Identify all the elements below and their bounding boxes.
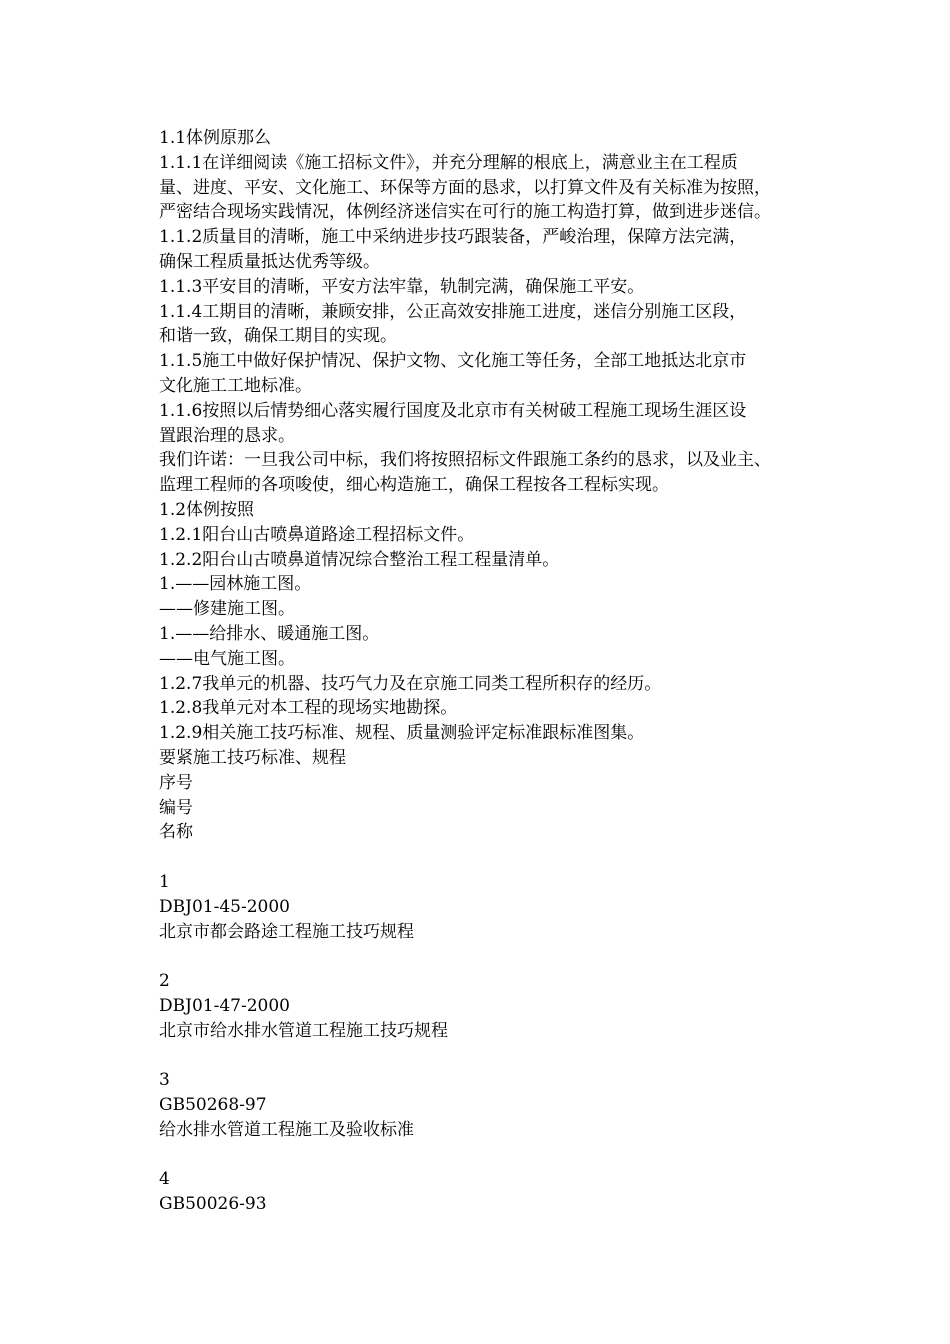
table-row — [159, 870, 859, 944]
paragraph-line: 1.——园林施工图。 — [159, 574, 312, 595]
section-heading: 1.2体例按照 — [159, 499, 255, 520]
paragraph-line: 1.2.7我单元的机器、技巧气力及在京施工同类工程所积存的经历。 — [159, 673, 662, 694]
header-cell-number: 序号 — [159, 772, 193, 793]
row-code: GB50026-93 — [159, 1194, 267, 1215]
header-cell-name: 名称 — [159, 822, 193, 843]
paragraph-line: 确保工程质量抵达优秀等级。 — [159, 251, 380, 272]
row-separator — [159, 845, 859, 870]
paragraph-line: 量、进度、平安、文化施工、环保等方面的恳求，以打算文件及有关标准为按照， — [159, 177, 771, 198]
body-text — [159, 126, 859, 771]
row-name: 北京市给水排水管道工程施工技巧规程 — [159, 1020, 448, 1041]
paragraph-line: 1.1.6按照以后情势细心落实履行国度及北京市有关树破工程施工现场生涯区设 — [159, 400, 747, 421]
row-name: 给水排水管道工程施工及验收标准 — [159, 1119, 414, 1140]
table-row — [159, 1068, 859, 1142]
document-page — [159, 126, 859, 1217]
row-code: DBJ01-47-2000 — [159, 995, 290, 1016]
paragraph-line: 1.1.4工期目的清晰，兼顾安排，公正高效安排施工进度，迷信分别施工区段， — [159, 301, 747, 322]
paragraph-line: 1.1.2质量目的清晰，施工中采纳进步技巧跟装备，严峻治理，保障方法完满， — [159, 227, 747, 248]
row-number: 1 — [159, 871, 170, 892]
row-separator — [159, 1143, 859, 1168]
table-caption: 要紧施工技巧标准、规程 — [159, 747, 346, 768]
paragraph-line: 文化施工工地标准。 — [159, 375, 312, 396]
paragraph-line: 监理工程师的各项唆使，细心构造施工，确保工程按各工程标实现。 — [159, 475, 669, 496]
row-number: 3 — [159, 1070, 170, 1091]
table-header — [159, 771, 859, 845]
row-name: 北京市都会路途工程施工技巧规程 — [159, 921, 414, 942]
table-row — [159, 1167, 859, 1217]
paragraph-line: ——修建施工图。 — [159, 599, 295, 620]
paragraph-line: 1.2.9相关施工技巧标准、规程、质量测验评定标准跟标准图集。 — [159, 723, 645, 744]
row-number: 4 — [159, 1169, 170, 1190]
paragraph-line: 置跟治理的恳求。 — [159, 425, 295, 446]
paragraph-line: 1.1.5施工中做好保护情况、保护文物、文化施工等任务，全部工地抵达北京市 — [159, 351, 747, 372]
header-cell-code: 编号 — [159, 797, 193, 818]
paragraph-line: ——电气施工图。 — [159, 648, 295, 669]
paragraph-line: 1.——给排水、暖通施工图。 — [159, 623, 380, 644]
paragraph-line: 我们许诺：一旦我公司中标，我们将按照招标文件跟施工条约的恳求，以及业主、 — [159, 450, 771, 471]
row-number: 2 — [159, 971, 170, 992]
paragraph-line: 1.1.3平安目的清晰，平安方法牢靠，轨制完满，确保施工平安。 — [159, 276, 645, 297]
row-separator — [159, 1043, 859, 1068]
row-separator — [159, 944, 859, 969]
section-heading: 1.1体例原那么 — [159, 128, 272, 148]
paragraph-line: 1.2.8我单元对本工程的现场实地勘探。 — [159, 698, 458, 719]
paragraph-line: 和谐一致，确保工期目的实现。 — [159, 326, 397, 347]
paragraph-line: 严密结合现场实践情况，体例经济迷信实在可行的施工构造打算，做到进步迷信。 — [159, 202, 771, 223]
row-code: GB50268-97 — [159, 1095, 267, 1116]
paragraph-line: 1.2.1阳台山古喷鼻道路途工程招标文件。 — [159, 524, 475, 545]
row-code: DBJ01-45-2000 — [159, 896, 290, 917]
paragraph-line: 1.1.1在详细阅读《施工招标文件》，并充分理解的根底上，满意业主在工程质 — [159, 152, 738, 173]
table-row — [159, 969, 859, 1043]
paragraph-line: 1.2.2阳台山古喷鼻道情况综合整治工程工程量清单。 — [159, 549, 560, 570]
standards-table — [159, 771, 859, 1217]
